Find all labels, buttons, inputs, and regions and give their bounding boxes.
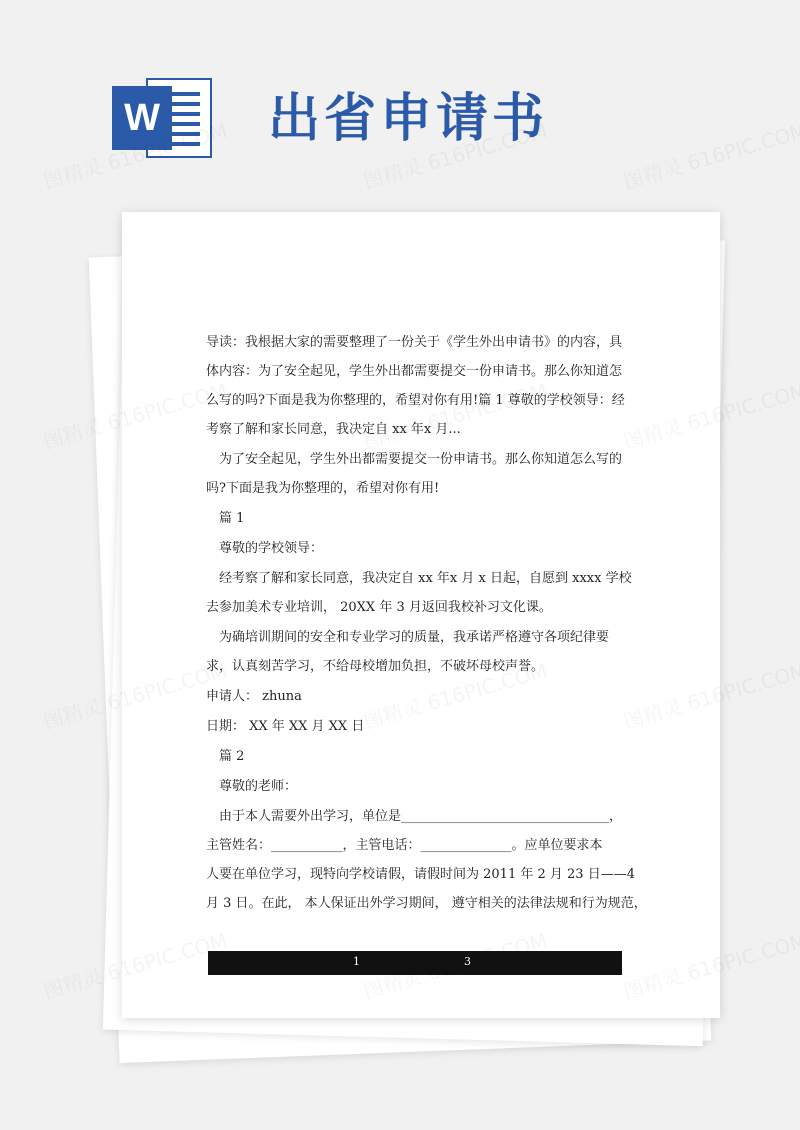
paragraph-line: 人要在单位学习，现特向学校请假，请假时间为 2011 年 2 月 23 日——4 (206, 867, 635, 882)
page-title: 出省申请书 (268, 89, 549, 149)
paragraph-line: 为了安全起见，学生外出都需要提交一份申请书。那么你知道怎么写的 (219, 452, 623, 467)
paragraph-line: 吗?下面是我为你整理的，希望对你有用! (206, 481, 440, 496)
paragraph-line: 去参加美术专业培训， 20XX 年 3 月返回我校补习文化课。 (206, 600, 552, 615)
paragraph-line: 篇 2 (219, 749, 245, 764)
page-total: 3 (464, 955, 471, 968)
document-page (122, 212, 720, 1018)
paragraph-line: 经考察了解和家长同意，我决定自 xx 年x 月 x 日起，自愿到 xxxx 学校 (219, 571, 632, 586)
word-icon-letter: W (112, 86, 172, 150)
paragraph-line: 日期： XX 年 XX 月 XX 日 (206, 719, 365, 734)
paragraph-line: 主管姓名：___________，主管电话：______________。应单位要求本 (206, 838, 603, 853)
paragraph-line: 尊敬的老师： (219, 779, 298, 794)
paragraph-line: 导读：我根据大家的需要整理了一份关于《学生外出申请书》的内容，具 (206, 335, 623, 350)
paragraph-line: 体内容：为了安全起见，学生外出都需要提交一份申请书。那么你知道怎 (206, 364, 623, 379)
paragraph-line: 申请人： zhuna (206, 689, 302, 704)
paragraph-line: 么写的吗?下面是我为你整理的，希望对你有用!篇 1 尊敬的学校领导：经 (206, 393, 625, 408)
paragraph-line: 为确培训期间的安全和专业学习的质量，我承诺严格遵守各项纪律要 (219, 630, 610, 645)
paragraph-line: 求，认真刻苦学习，不给母校增加负担，不破坏母校声誉。 (206, 659, 545, 674)
paragraph-line: 篇 1 (219, 511, 245, 526)
paragraph-line: 尊敬的学校领导： (219, 541, 324, 556)
banner (0, 0, 800, 210)
paragraph-line: 考察了解和家长同意，我决定自 xx 年x 月... (206, 422, 461, 437)
paragraph-line: 由于本人需要外出学习，单位是________________________________， (219, 809, 623, 824)
word-icon (112, 78, 216, 158)
paragraph-line: 月 3 日。在此， 本人保证出外学习期间， 遵守相关的法律法规和行为规范， (206, 896, 647, 911)
page-number: 1 (353, 955, 360, 968)
page-footer (208, 951, 622, 975)
document-body (206, 328, 647, 918)
